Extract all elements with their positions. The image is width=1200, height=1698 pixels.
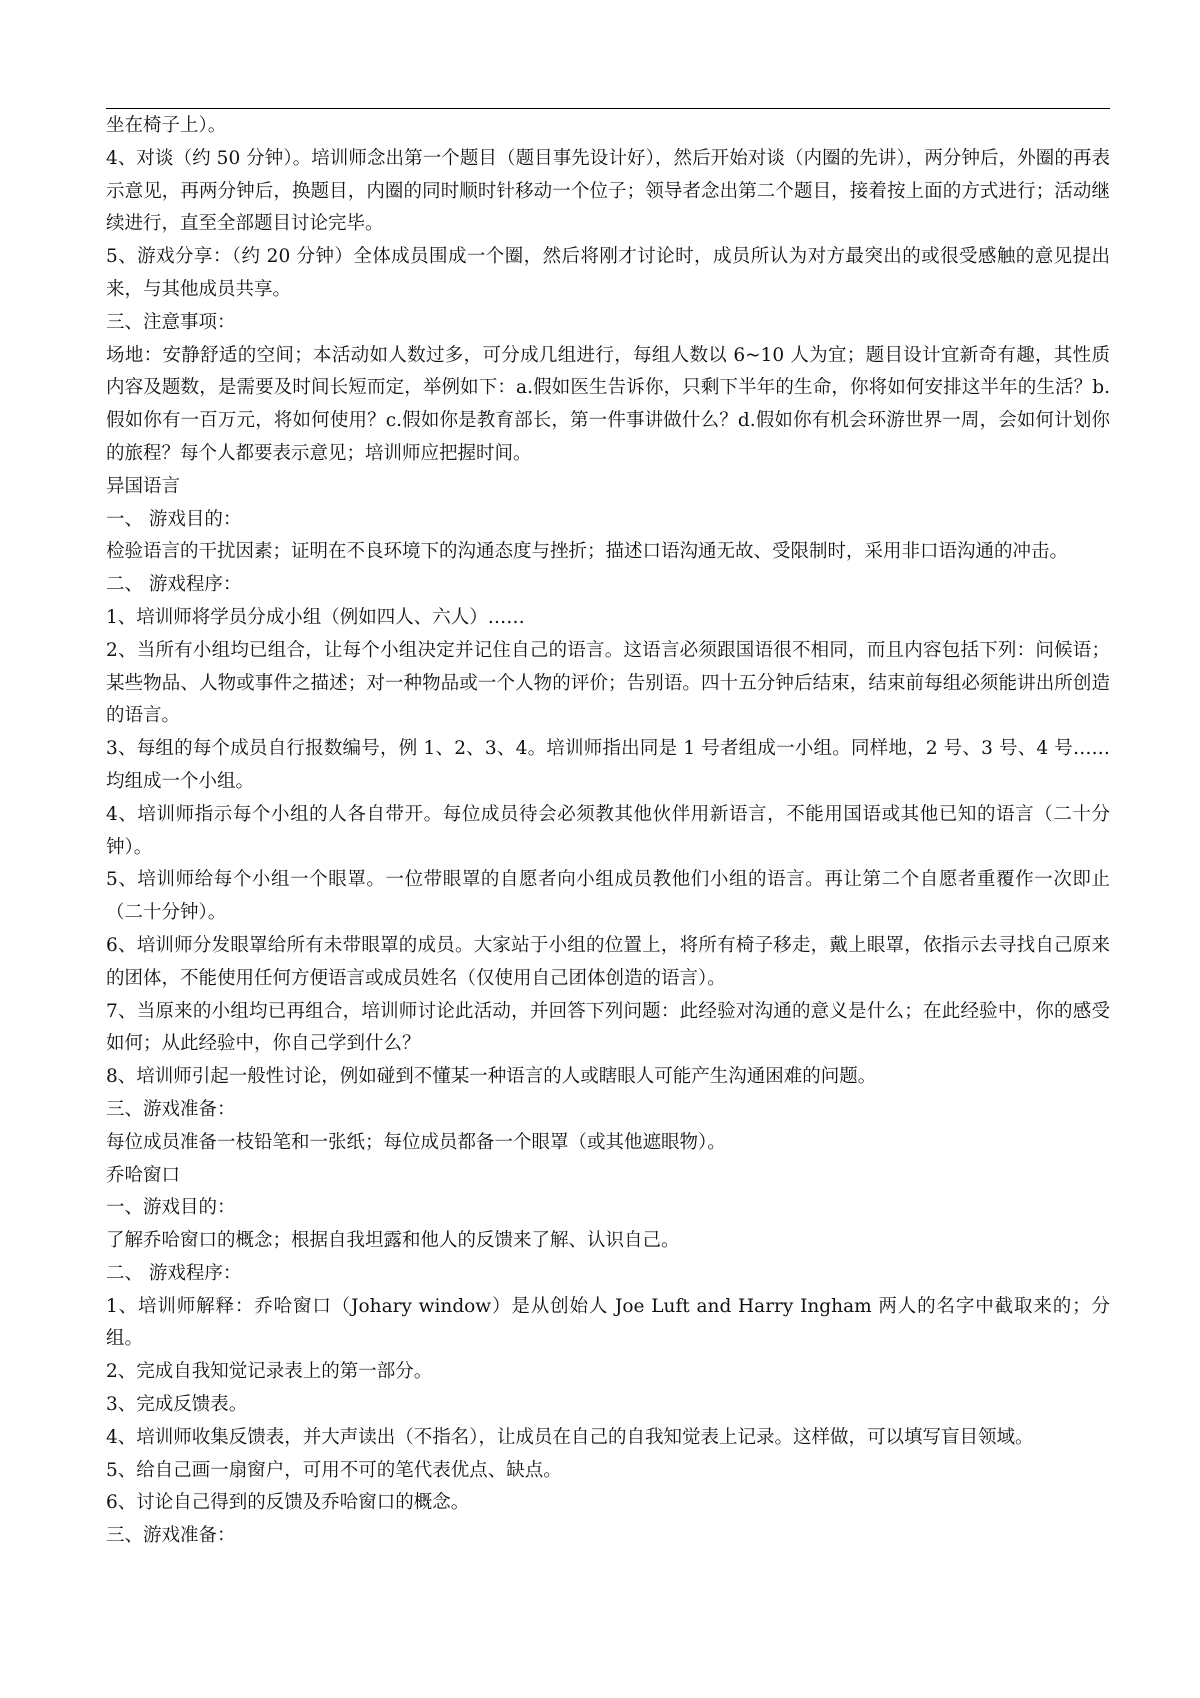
paragraph: 5、游戏分享：（约 20 分钟）全体成员围成一个圈，然后将刚才讨论时，成员所认为对方最突出的或很受感触的意见提出来，与其他成员共享。 — [106, 246, 1110, 300]
paragraph: 7、当原来的小组均已再组合，培训师讨论此活动，并回答下列问题：此经验对沟通的意义是什么；在此经验中，你的感受如何；从此经验中，你自己学到什么？ — [106, 1000, 1110, 1055]
paragraph: 2、完成自我知觉记录表上的第一部分。 — [106, 1361, 433, 1383]
header-rule — [106, 108, 1110, 109]
paragraph: 1、培训师解释：乔哈窗口（Johary window）是从创始人 Joe Luft and Harry Ingham 两人的名字中截取来的；分组。 — [106, 1295, 1110, 1350]
paragraph: 检验语言的干扰因素；证明在不良环境下的沟通态度与挫折；描述口语沟通无故、受限制时，采用非口语沟通的冲击。 — [106, 541, 1069, 563]
paragraph: 6、培训师分发眼罩给所有未带眼罩的成员。大家站于小组的位置上，将所有椅子移走，戴上眼罩，依指示去寻找自己原来的团体，不能使用任何方便语言或成员姓名（仅使用自己团体创造的语言）。 — [106, 934, 1110, 989]
paragraph: 场地：安静舒适的空间；本活动如人数过多，可分成几组进行，每组人数以 6~10 人为宜；题目设计宜新奇有趣，其性质内容及题数，是需要及时间长短而定，举例如下：a.假如医生告诉你，只剩下半年的生命，你将如何安排这半年的生活？b.假如你有一百万元，将如何使用？c.假如你是教育部长，第一件事讲做什么？d.假如你有机会环游世界一周，会如何计划你的旅程？每个人都要表示意见；培训师应把握时间。 — [106, 344, 1110, 464]
section-heading: 二、 游戏程序： — [106, 574, 242, 596]
paragraph: 5、给自己画一扇窗户，可用不可的笔代表优点、缺点。 — [106, 1459, 562, 1481]
paragraph: 了解乔哈窗口的概念；根据自我坦露和他人的反馈来了解、认识自己。 — [106, 1230, 680, 1252]
paragraph: 每位成员准备一枝铅笔和一张纸；每位成员都备一个眼罩（或其他遮眼物）。 — [106, 1131, 726, 1153]
paragraph: 5、培训师给每个小组一个眼罩。一位带眼罩的自愿者向小组成员教他们小组的语言。再让第二个自愿者重覆作一次即止（二十分钟）。 — [106, 869, 1110, 924]
game-title: 乔哈窗口 — [106, 1164, 181, 1186]
paragraph: 4、培训师收集反馈表，并大声读出（不指名），让成员在自己的自我知觉表上记录。这样做，可以填写盲目领域。 — [106, 1426, 1034, 1448]
section-heading: 三、注意事项： — [106, 311, 236, 333]
section-heading: 一、游戏目的： — [106, 1197, 236, 1219]
game-title: 异国语言 — [106, 475, 181, 497]
paragraph: 1、培训师将学员分成小组（例如四人、六人）…… — [106, 606, 525, 628]
paragraph: 4、对谈（约 50 分钟）。培训师念出第一个题目（题目事先设计好），然后开始对谈（内圈的先讲），两分钟后，外圈的再表示意见，再两分钟后，换题目，内圈的同时顺时针移动一个位子；领导者念出第二个题目，接着按上面的方式进行；活动继续进行，直至全部题目讨论完毕。 — [106, 147, 1110, 235]
section-heading: 三、游戏准备： — [106, 1525, 236, 1547]
section-heading: 二、 游戏程序： — [106, 1262, 242, 1284]
paragraph: 6、讨论自己得到的反馈及乔哈窗口的概念。 — [106, 1492, 470, 1514]
paragraph: 2、当所有小组均已组合，让每个小组决定并记住自己的语言。这语言必须跟国语很不相同，而且内容包括下列：问候语；某些物品、人物或事件之描述；对一种物品或一个人物的评价；告别语。四十五分钟后结束，结束前每组必须能讲出所创造的语言。 — [106, 639, 1110, 727]
paragraph: 坐在椅子上）。 — [106, 115, 227, 136]
paragraph: 3、每组的每个成员自行报数编号，例 1、2、3、4。培训师指出同是 1 号者组成一小组。同样地，2 号、3 号、4 号……均组成一个小组。 — [106, 738, 1110, 792]
paragraph: 8、培训师引起一般性讨论，例如碰到不懂某一种语言的人或瞎眼人可能产生沟通困难的问题。 — [106, 1066, 877, 1088]
paragraph: 3、完成反馈表。 — [106, 1394, 248, 1416]
document-body — [106, 110, 1110, 1553]
section-heading: 一、 游戏目的： — [106, 508, 242, 530]
paragraph: 4、培训师指示每个小组的人各自带开。每位成员待会必须教其他伙伴用新语言，不能用国语或其他已知的语言（二十分钟）。 — [106, 803, 1110, 858]
section-heading: 三、游戏准备： — [106, 1098, 236, 1120]
